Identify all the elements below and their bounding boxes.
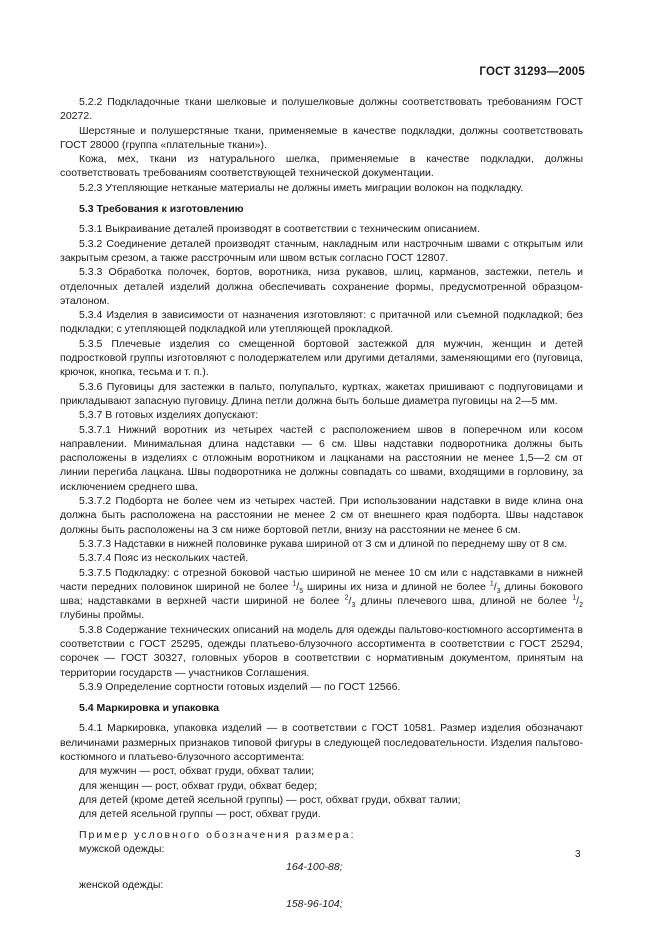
paragraph: 5.3.7.1 Нижний воротник из четырех частей с расположением швов в поперечном или косом направлении. Минимальная длина надставки — 6 см. Швы надставки подворотника должны быть расположены в изделиях с отложным воротником и лацканами на расстоянии не менее 1,5—2 см от линии перегиба лацкана. Швы подворотника не должны совпадать со швами, входящими в горловину, за исключением среднего шва. (60, 423, 583, 493)
paragraph-5-3-7-5: 5.3.7.5 Подкладку: с отрезной боковой частью шириной не менее 10 см или с надставками в нижней части передних половинок шириной не более $^1/_5$ ширины их низа и длиной не более $^1/_3$ длины бокового шва; надставками в верхней части шириной не более $^2/_3$ длины плечевого шва, длиной не более $^1/_2$ глубины проймы. (60, 566, 583, 622)
size-order-list (60, 764, 583, 821)
paragraph: 5.3.2 Соединение деталей производят стачным, накладным или настрочным швами с открытым или закрытым срезом, а также расстрочным или швом встык согласно ГОСТ 12807. (60, 237, 583, 264)
paragraph: 5.2.3 Утепляющие нетканые материалы не должны иметь миграции волокон на подкладку. (79, 181, 524, 194)
list-item: для мужчин — рост, обхват груди, обхват талии; (79, 765, 315, 778)
list-item: для женщин — рост, обхват груди, обхват бедер; (79, 779, 318, 792)
example-women-value: 158-96-104; (286, 897, 343, 910)
paragraph: 5.3.7.4 Пояс из нескольких частей. (79, 552, 249, 565)
paragraph: 5.3.7 В готовых изделиях допускают: (79, 409, 259, 422)
example-men-value: 164-100-88; (286, 861, 343, 874)
paragraph: 5.2.2 Подкладочные ткани шелковые и полушелковые должны соответствовать требованиям ГОСТ 20272. (60, 96, 583, 123)
paragraph: 5.3.1 Выкраивание деталей производят в соответствии с техническим описанием. (79, 223, 480, 236)
paragraph: 5.3.8 Содержание технических описаний на модель для одежды пальтово-костюмного ассортимента в соответствии с ГОСТ 25295, одежды платьево-блузочного ассортимента в соответствии с ГОСТ 25294, сорочек — ГОСТ 30327, головных уборов в соответствии с нормативным документом, принятым на территории государств — участников Соглашения. (60, 623, 583, 679)
document-body (60, 95, 583, 915)
paragraph: 5.3.7.3 Надставки в нижней половинке рукава шириной от 3 см и длиной по переднему шву от 8 см. (79, 537, 568, 550)
paragraph: Шерстяные и полушерстяные ткани, применяемые в качестве подкладки, должны соответствовать ГОСТ 28000 (группа «плательные ткани»). (60, 124, 583, 151)
paragraph: 5.3.7.2 Подборта не более чем из четырех частей. При использовании надставки в виде клина она должна быть расположена на расстоянии не менее 2 см от внешнего края подборта. Швы надставок должны быть расположены на 3 см ниже бортовой петли, внизу на расстоянии не менее 6 см. (60, 495, 583, 536)
document-header: ГОСТ 31293—2005 (479, 66, 585, 78)
paragraph: 5.3.6 Пуговицы для застежки в пальто, полупальто, куртках, жакетах пришивают с подпуговицами и прикладывают запасную пуговицу. Длина петли должна быть больше диаметра пуговицы на 2—5 мм. (60, 380, 583, 407)
section-heading-5-3: 5.3 Требования к изготовлению (79, 203, 244, 216)
example-men-label: мужской одежды: (79, 842, 165, 855)
section-heading-5-4: 5.4 Маркировка и упаковка (79, 702, 220, 715)
paragraph: 5.3.5 Плечевые изделия со смещенной бортовой застежкой для мужчин, женщин и детей подростковой группы изготовляют с полодержателем или другими деталями, заменяющими его (пуговица, крючок, кнопка, тесьма и т. п.). (60, 337, 583, 379)
list-item: для детей ясельной группы — рост, обхват груди. (79, 808, 321, 821)
example-women-label: женской одежды: (79, 879, 164, 892)
paragraph: 5.3.9 Определение сортности готовых изделий — по ГОСТ 12566. (79, 680, 401, 693)
paragraph: 5.3.3 Обработка полочек, бортов, воротника, низа рукавов, шлиц, карманов, застежки, петель и отделочных деталей изделий должна обеспечивать сохранение формы, предусмотренной образцом-эталоном. (60, 266, 583, 307)
paragraph: 5.3.4 Изделия в зависимости от назначения изготовляют: с притачной или съемной подкладкой; без подкладки; с утепляющей подкладкой или утепляющей прокладкой. (60, 309, 583, 336)
paragraph: 5.4.1 Маркировка, упаковка изделий — в соответствии с ГОСТ 10581. Размер изделия обозначают величинами размерных признаков типовой фигуры в следующей последовательности. Изделия пальтово-костюмного и платьево-блузочного ассортимента: (60, 722, 583, 764)
list-item: для детей (кроме детей ясельной группы) — рост, обхват груди, обхват талии; (79, 793, 461, 806)
example-title: Пример условного обозначения размера: (79, 828, 356, 841)
paragraph: Кожа, мех, ткани из натурального шелка, применяемые в качестве подкладки, должны соответствовать требованиям соответствующей технической документации. (60, 153, 583, 180)
page-number: 3 (575, 849, 581, 860)
